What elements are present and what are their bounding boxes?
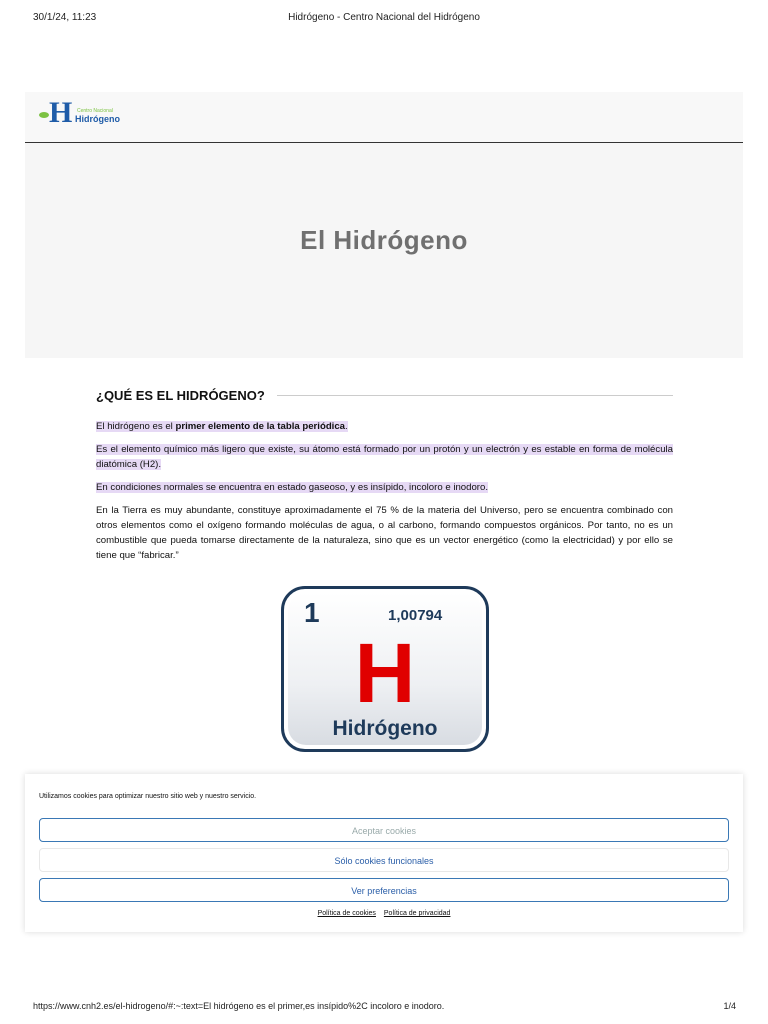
paragraph-4: En la Tierra es muy abundante, constituye aproximadamente el 75 % de la materia del Universo, pero se encuentra combinado con otros elementos como el oxígeno formando moléculas de agua, o al carbono, formando compuestos orgánicos. Por tanto, no es un combustible que pueda tomarse directamente de la naturaleza, sino que es un vector energético (como la electricidad) y por ello se tiene que “fabricar.” bbox=[96, 505, 673, 561]
hero-banner bbox=[25, 143, 743, 358]
logo-text: Hidrógeno bbox=[75, 114, 120, 124]
view-preferences-button[interactable]: Ver preferencias bbox=[39, 878, 729, 902]
section-heading bbox=[96, 388, 673, 403]
print-url: https://www.cnh2.es/el-hidrogeno/#:~:text=El hidrógeno es el primer,es insípido%2C incoloro e inodoro. bbox=[33, 1001, 445, 1011]
page-title: El Hidrógeno bbox=[300, 225, 468, 255]
cookie-banner bbox=[25, 774, 743, 932]
paragraph-1-start: El hidrógeno es el bbox=[96, 421, 176, 432]
hydrogen-element-image bbox=[281, 586, 489, 752]
main-content bbox=[96, 388, 673, 571]
paragraph-2-text: Es el elemento químico más ligero que existe, su átomo está formado por un protón y un electrón y es estable en forma de molécula diatómica (H2). bbox=[96, 444, 673, 470]
section-heading-text: ¿QUÉ ES EL HIDRÓGENO? bbox=[96, 388, 265, 403]
print-page-title: Hidrógeno - Centro Nacional del Hidrógeno bbox=[288, 12, 480, 23]
element-symbol: H bbox=[354, 626, 416, 720]
atomic-mass: 1,00794 bbox=[388, 607, 443, 624]
site-logo[interactable] bbox=[39, 98, 129, 128]
logo-letter: H bbox=[49, 96, 73, 129]
functional-cookies-button[interactable]: Sólo cookies funcionales bbox=[39, 848, 729, 872]
site-header bbox=[25, 92, 743, 143]
heading-divider bbox=[277, 395, 673, 396]
atomic-number: 1 bbox=[304, 597, 320, 628]
cookie-links bbox=[25, 910, 743, 917]
element-name: Hidrógeno bbox=[332, 717, 438, 740]
tile-inner bbox=[288, 593, 482, 745]
logo-subtext: Centro Nacional bbox=[77, 108, 113, 114]
paragraph-1-end: . bbox=[345, 421, 348, 432]
cookie-message: Utilizamos cookies para optimizar nuestro sitio web y nuestro servicio. bbox=[39, 793, 257, 800]
logo-swoosh-icon bbox=[39, 112, 49, 118]
paragraph-2 bbox=[96, 442, 673, 472]
privacy-policy-link[interactable]: Política de privacidad bbox=[383, 910, 451, 917]
paragraph-3-text: En condiciones normales se encuentra en estado gaseoso, y es insípido, incoloro e inodoro. bbox=[96, 482, 488, 493]
paragraph-1 bbox=[96, 419, 673, 434]
cookie-policy-link[interactable]: Política de cookies bbox=[317, 910, 376, 917]
page-number: 1/4 bbox=[723, 1001, 736, 1011]
paragraph-3 bbox=[96, 480, 673, 495]
print-datetime: 30/1/24, 11:23 bbox=[33, 12, 97, 23]
accept-cookies-button[interactable]: Aceptar cookies bbox=[39, 818, 729, 842]
paragraph-1-bold: primer elemento de la tabla periódica bbox=[175, 421, 346, 432]
